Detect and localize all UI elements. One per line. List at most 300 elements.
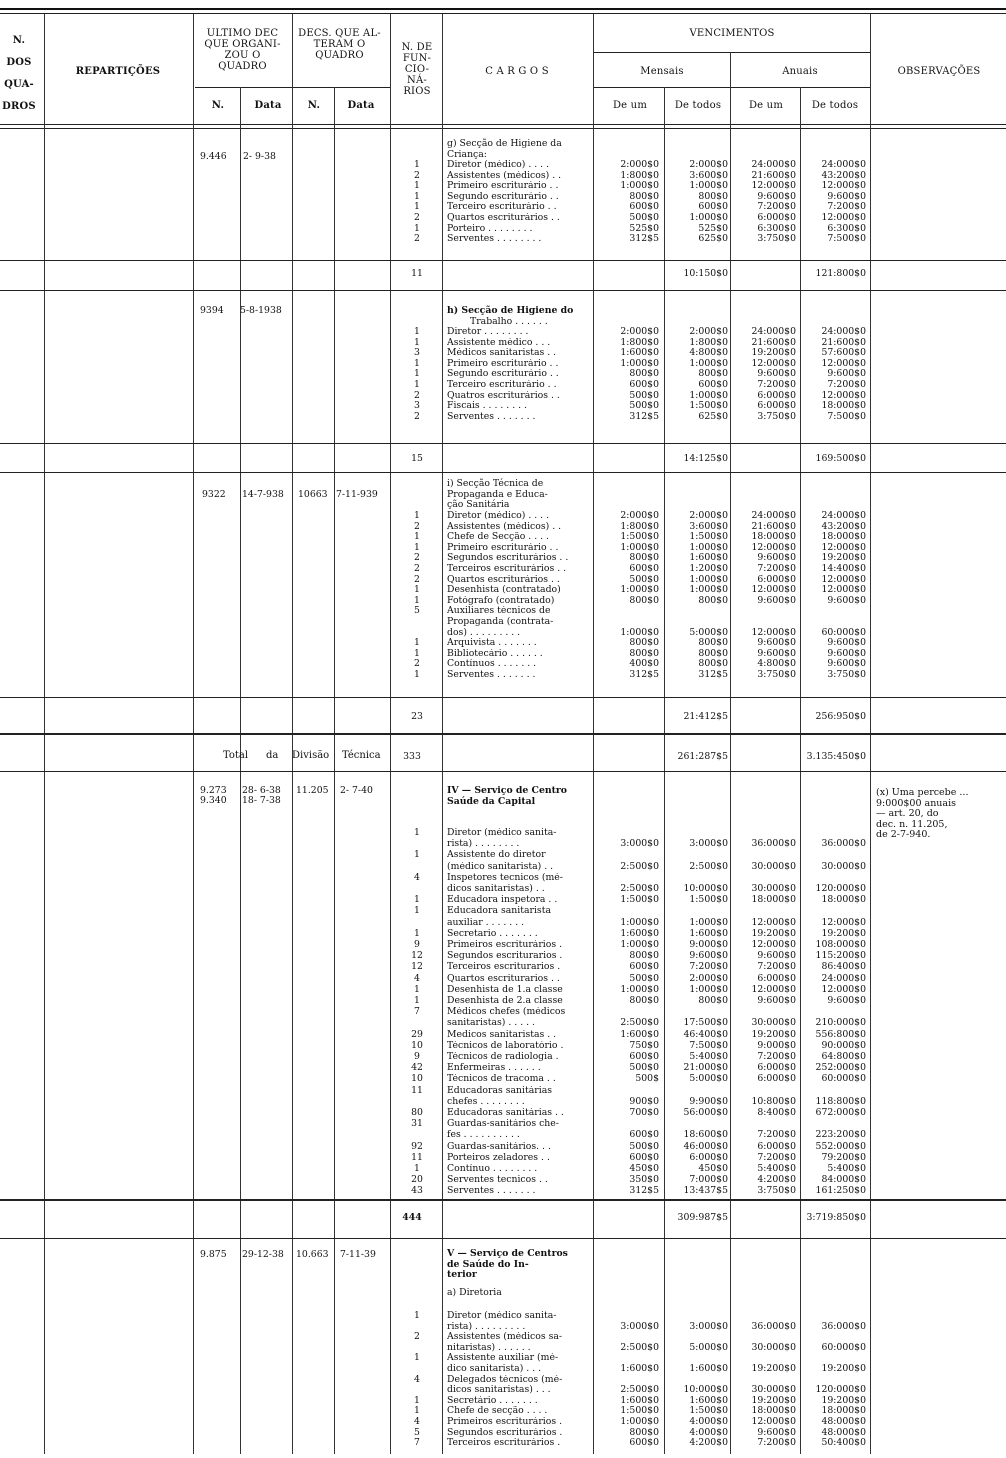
cell-mensal-todos: 5:000$0 bbox=[689, 1074, 728, 1085]
cell-n: 31 bbox=[411, 1119, 423, 1130]
cell-mensal-todos: 5:000$0 bbox=[689, 627, 728, 638]
cell-mensal-todos: 312$5 bbox=[698, 670, 728, 680]
cell-anual-todos: 120:000$0 bbox=[815, 1385, 866, 1396]
cell-mensal-um: 800$0 bbox=[629, 951, 659, 962]
divisao-label-total: Total bbox=[223, 750, 249, 761]
cell-n: 2 bbox=[414, 521, 420, 532]
cell-mensal-um: 600$0 bbox=[629, 380, 659, 390]
cell-anual-todos: 60:000$0 bbox=[821, 1074, 866, 1085]
cell-mensal-todos: 4:000$0 bbox=[689, 1427, 728, 1438]
sec-h-title: h) Secção de Higiene do bbox=[447, 305, 574, 316]
cell-anual-um: 30:000$0 bbox=[751, 1342, 796, 1353]
cell-anual-um: 6:300$0 bbox=[757, 223, 796, 234]
cell-cargo: nitaristas) . . . . . . bbox=[447, 1342, 531, 1353]
cell-anual-todos: 12:000$0 bbox=[821, 585, 866, 596]
cell-mensal-um: 600$0 bbox=[629, 962, 659, 973]
cell-cargo: Propaganda (contrata- bbox=[447, 617, 554, 627]
cell-cargo: Segundos escriturarios . bbox=[447, 951, 563, 962]
cell-n: 1 bbox=[414, 984, 420, 995]
cell-mensal-todos: 7:000$0 bbox=[689, 1175, 728, 1186]
cell-cargo: Chefe de secção . . . . bbox=[447, 1406, 548, 1417]
cell-n: 1 bbox=[414, 928, 420, 939]
cell-mensal-um: 1:600$0 bbox=[620, 348, 659, 359]
cell-n: 10 bbox=[411, 1040, 423, 1051]
cell-mensal-um: 500$ bbox=[635, 1074, 659, 1085]
cell-mensal-um: 2:000$0 bbox=[620, 327, 659, 337]
cell-anual-um: 7:200$0 bbox=[757, 380, 796, 390]
cell-n: 2 bbox=[414, 574, 420, 585]
cell-cargo: Secretario . . . . . . . bbox=[447, 928, 538, 939]
cell-anual-todos: 30:000$0 bbox=[821, 861, 866, 872]
cell-cargo: Terceiros escriturários . . bbox=[447, 564, 567, 574]
header-de-todos: De todos bbox=[674, 100, 722, 111]
cell-cargo: Guardas-sanitários che- bbox=[447, 1119, 559, 1130]
cell-mensal-um: 800$0 bbox=[629, 595, 659, 606]
header-n-col: N. bbox=[211, 100, 225, 111]
cell-n: 1 bbox=[414, 223, 420, 234]
cell-n: 7 bbox=[414, 1438, 420, 1449]
sec-h-total-mensal: 14:125$0 bbox=[683, 453, 728, 464]
cell-mensal-um: 2:000$0 bbox=[620, 511, 659, 521]
cell-anual-um: 9:600$0 bbox=[757, 191, 796, 202]
cell-mensal-todos: 800$0 bbox=[698, 191, 728, 202]
cell-cargo: sanitaristas) . . . . . bbox=[447, 1018, 535, 1029]
cell-cargo: Assistentes (médicos) . . bbox=[447, 170, 562, 181]
cell-cargo: Diretor . . . . . . . . bbox=[447, 327, 529, 337]
cell-anual-todos: 223:200$0 bbox=[815, 1130, 866, 1141]
cell-n: 11 bbox=[411, 1085, 423, 1096]
cell-mensal-um: 400$0 bbox=[629, 659, 659, 670]
cell-n: 1 bbox=[414, 638, 420, 649]
cell-anual-um: 3:750$0 bbox=[757, 411, 796, 422]
cell-anual-um: 9:600$0 bbox=[757, 996, 796, 1006]
cell-anual-todos: 115:200$0 bbox=[815, 951, 866, 962]
cell-n: 1 bbox=[414, 369, 420, 380]
cell-mensal-um: 2:500$0 bbox=[620, 884, 659, 894]
header-vencimentos: VENCIMENTOS bbox=[689, 28, 775, 39]
cell-anual-todos: 9:600$0 bbox=[827, 659, 866, 670]
cell-anual-um: 19:200$0 bbox=[751, 1029, 796, 1040]
cell-n: 4 bbox=[414, 1374, 420, 1385]
cell-anual-todos: 50:400$0 bbox=[821, 1438, 866, 1449]
cell-mensal-todos: 1:500$0 bbox=[689, 532, 728, 543]
cell-anual-um: 7:200$0 bbox=[757, 1152, 796, 1163]
cell-cargo: Quartos escriturarios . . bbox=[447, 973, 560, 984]
header-reparticoes: REPARTIÇÕES bbox=[75, 66, 161, 77]
cell-n: 2 bbox=[414, 234, 420, 245]
divisao-total-mensal: 261:287$5 bbox=[677, 751, 728, 762]
cell-anual-um: 18:000$0 bbox=[751, 532, 796, 543]
cell-mensal-um: 1:000$0 bbox=[620, 181, 659, 192]
cell-cargo: Diretor (médico) . . . . bbox=[447, 511, 550, 521]
cell-anual-todos: 60:000$0 bbox=[821, 1342, 866, 1353]
sec-i-subtitle: i) Secção Técnica de Propaganda e Educa- ção Sanitária bbox=[447, 478, 548, 510]
cell-cargo: Educadora inspetora . . bbox=[447, 895, 558, 906]
cell-cargo: Serventes . . . . . . . . bbox=[447, 234, 542, 245]
header-anuais: Anuais bbox=[782, 66, 818, 77]
cell-mensal-um: 500$0 bbox=[629, 213, 659, 223]
sec-v-alt-date: 7-11-39 bbox=[340, 1249, 376, 1260]
cell-mensal-todos: 1:500$0 bbox=[689, 1406, 728, 1417]
cell-anual-todos: 86:400$0 bbox=[821, 962, 866, 973]
cell-mensal-todos: 3:000$0 bbox=[689, 839, 728, 850]
cell-anual-um: 19:200$0 bbox=[751, 1364, 796, 1374]
cell-anual-um: 9:600$0 bbox=[757, 1427, 796, 1438]
sec-i-total-anual: 256:950$0 bbox=[815, 711, 866, 722]
cell-cargo: Quartos escriturários . . bbox=[447, 574, 560, 585]
cell-mensal-um: 350$0 bbox=[629, 1175, 659, 1186]
cell-cargo: Arquivista . . . . . . . bbox=[447, 638, 537, 649]
sec-h-total-rule-bottom bbox=[0, 472, 1006, 473]
cell-anual-todos: 6:300$0 bbox=[827, 223, 866, 234]
cell-anual-todos: 18:000$0 bbox=[821, 1406, 866, 1417]
cell-mensal-um: 450$0 bbox=[629, 1164, 659, 1174]
cell-anual-um: 6:000$0 bbox=[757, 574, 796, 585]
header-data-col: Data bbox=[254, 100, 282, 111]
cell-mensal-todos: 2:500$0 bbox=[689, 861, 728, 872]
cell-mensal-um: 800$0 bbox=[629, 638, 659, 649]
cell-mensal-um: 800$0 bbox=[629, 648, 659, 659]
cell-cargo: dico sanitarista) . . . bbox=[447, 1364, 542, 1374]
cell-mensal-um: 1:000$0 bbox=[620, 984, 659, 995]
sec-iv-total-n: 444 bbox=[402, 1212, 422, 1223]
cell-cargo: Secretário . . . . . . . bbox=[447, 1395, 538, 1406]
cell-anual-todos: 48:000$0 bbox=[821, 1417, 866, 1427]
cell-anual-todos: 210:000$0 bbox=[815, 1018, 866, 1029]
cell-anual-todos: 161:250$0 bbox=[815, 1186, 866, 1197]
cell-mensal-todos: 1:800$0 bbox=[689, 337, 728, 348]
cell-cargo: dicos sanitaristas) . . bbox=[447, 884, 545, 894]
cell-cargo: Medicos sanitaristas . . bbox=[447, 1029, 557, 1040]
sec-v-dec: 9.875 bbox=[200, 1249, 227, 1260]
cell-cargo: Segundo escriturário . . bbox=[447, 191, 559, 202]
cell-mensal-todos: 2:000$0 bbox=[689, 511, 728, 521]
sec-iv-dec: 9.273 bbox=[200, 785, 227, 796]
cell-anual-todos: 64:800$0 bbox=[821, 1052, 866, 1062]
cell-n: 2 bbox=[414, 213, 420, 223]
cell-mensal-todos: 1:000$0 bbox=[689, 917, 728, 928]
cell-anual-todos: 252:000$0 bbox=[815, 1063, 866, 1074]
cell-mensal-um: 600$0 bbox=[629, 1438, 659, 1449]
col-rule-10 bbox=[730, 52, 731, 1454]
cell-mensal-todos: 1:000$0 bbox=[689, 213, 728, 223]
cell-anual-um: 7:200$0 bbox=[757, 1438, 796, 1449]
cell-anual-um: 9:600$0 bbox=[757, 648, 796, 659]
cell-anual-um: 12:000$0 bbox=[751, 627, 796, 638]
cell-cargo: dicos sanitaristas) . . . bbox=[447, 1385, 551, 1396]
cell-n: 1 bbox=[414, 191, 420, 202]
cell-mensal-um: 312$5 bbox=[629, 1186, 659, 1197]
cell-cargo: Primeiros escriturários . bbox=[447, 1417, 563, 1427]
cell-mensal-um: 3:000$0 bbox=[620, 1321, 659, 1332]
cell-mensal-todos: 1:000$0 bbox=[689, 358, 728, 369]
top-rule-2 bbox=[0, 13, 1006, 14]
cell-anual-todos: 24:000$0 bbox=[821, 511, 866, 521]
cell-mensal-um: 600$0 bbox=[629, 1052, 659, 1062]
cell-cargo: rista) . . . . . . . . . bbox=[447, 1321, 526, 1332]
cell-mensal-um: 2:000$0 bbox=[620, 160, 659, 170]
cell-cargo: Diretor (médico sanita- bbox=[447, 1311, 557, 1321]
sec-iv-total-anual: 3:719:850$0 bbox=[806, 1212, 866, 1223]
cell-mensal-um: 500$0 bbox=[629, 1063, 659, 1074]
cell-mensal-todos: 46:400$0 bbox=[683, 1029, 728, 1040]
cell-cargo: Educadora sanitarista bbox=[447, 906, 551, 917]
cell-n: 12 bbox=[411, 951, 423, 962]
divisao-label-da: da bbox=[266, 750, 279, 761]
header-de-todos-2: De todos bbox=[811, 100, 859, 111]
cell-mensal-todos: 5:400$0 bbox=[689, 1052, 728, 1062]
cell-anual-todos: 18:000$0 bbox=[821, 895, 866, 906]
cell-mensal-um: 1:000$0 bbox=[620, 585, 659, 596]
cell-n: 1 bbox=[414, 511, 420, 521]
cell-anual-um: 10:800$0 bbox=[751, 1096, 796, 1107]
cell-n: 1 bbox=[414, 1164, 420, 1174]
cell-anual-um: 6:000$0 bbox=[757, 1063, 796, 1074]
cell-cargo: Terceiros escriturarios . bbox=[447, 962, 561, 973]
cell-anual-todos: 84:000$0 bbox=[821, 1175, 866, 1186]
sec-i-dec-date: 14-7-938 bbox=[242, 489, 284, 500]
cell-n: 29 bbox=[411, 1029, 423, 1040]
cell-anual-um: 36:000$0 bbox=[751, 1321, 796, 1332]
cell-cargo: rista) . . . . . . . . bbox=[447, 839, 520, 850]
cell-n: 2 bbox=[414, 553, 420, 564]
cell-cargo: Diretor (médico) . . . . bbox=[447, 160, 550, 170]
divisao-total-n: 333 bbox=[403, 751, 421, 762]
cell-cargo: Serventes . . . . . . . bbox=[447, 670, 536, 680]
cell-n: 1 bbox=[414, 1353, 420, 1364]
cell-cargo: (médico sanitarista) . . bbox=[447, 861, 554, 872]
cell-n: 9 bbox=[414, 940, 420, 950]
header-sub-rule-2 bbox=[594, 52, 870, 53]
cell-n: 12 bbox=[411, 962, 423, 973]
cell-anual-todos: 48:000$0 bbox=[821, 1427, 866, 1438]
cell-mensal-todos: 2:000$0 bbox=[689, 160, 728, 170]
cell-mensal-um: 2:500$0 bbox=[620, 861, 659, 872]
cell-anual-um: 12:000$0 bbox=[751, 984, 796, 995]
cell-mensal-um: 2:500$0 bbox=[620, 1385, 659, 1396]
cell-cargo: Contínuos . . . . . . . bbox=[447, 659, 537, 670]
cell-n: 92 bbox=[411, 1141, 423, 1152]
cell-anual-um: 3:750$0 bbox=[757, 234, 796, 245]
cell-cargo: Segundo escriturário . . bbox=[447, 369, 559, 380]
sec-iv-observacoes: (x) Uma percebe ... 9:000$00 anuais — art. 20, do dec. n. 11.205, de 2-7-940. bbox=[876, 787, 969, 840]
sec-g-total-n: 11 bbox=[411, 268, 423, 279]
cell-cargo: Educadoras sanitárias bbox=[447, 1085, 553, 1096]
cell-cargo: Técnicos de tracoma . . bbox=[447, 1074, 556, 1085]
cell-n: 11 bbox=[411, 1152, 423, 1163]
cell-mensal-todos: 9:900$0 bbox=[689, 1096, 728, 1107]
cell-anual-todos: 9:600$0 bbox=[827, 648, 866, 659]
cell-mensal-um: 500$0 bbox=[629, 973, 659, 984]
cell-mensal-todos: 4:000$0 bbox=[689, 1417, 728, 1427]
cell-anual-todos: 7:200$0 bbox=[827, 380, 866, 390]
cell-cargo: fes . . . . . . . . . . bbox=[447, 1130, 520, 1141]
cell-n: 1 bbox=[414, 670, 420, 680]
cell-anual-todos: 19:200$0 bbox=[821, 1395, 866, 1406]
cell-mensal-todos: 1:000$0 bbox=[689, 542, 728, 553]
sec-g-total-anual: 121:800$0 bbox=[815, 268, 866, 279]
cell-cargo: Fotógrafo (contratado) bbox=[447, 595, 555, 606]
cell-anual-todos: 12:000$0 bbox=[821, 574, 866, 585]
cell-mensal-todos: 7:500$0 bbox=[689, 1040, 728, 1051]
cell-mensal-todos: 625$0 bbox=[698, 234, 728, 245]
header-n2-col: N. bbox=[307, 100, 321, 111]
cell-mensal-todos: 9:600$0 bbox=[689, 951, 728, 962]
cell-mensal-um: 1:500$0 bbox=[620, 895, 659, 906]
cell-n: 1 bbox=[414, 906, 420, 917]
cell-cargo: Terceiro escriturário . . bbox=[447, 380, 557, 390]
cell-cargo: Quartos escriturários . . bbox=[447, 213, 560, 223]
cell-mensal-um: 1:000$0 bbox=[620, 542, 659, 553]
cell-cargo: Serventes . . . . . . . bbox=[447, 411, 536, 422]
cell-n: 5 bbox=[414, 1427, 420, 1438]
cell-mensal-todos: 800$0 bbox=[698, 996, 728, 1006]
cell-cargo: Segundos escriturários . bbox=[447, 1427, 563, 1438]
cell-mensal-um: 1:000$0 bbox=[620, 358, 659, 369]
cell-mensal-um: 312$5 bbox=[629, 670, 659, 680]
cell-anual-um: 30:000$0 bbox=[751, 1385, 796, 1396]
cell-cargo: dos) . . . . . . . . . bbox=[447, 627, 521, 638]
cell-cargo: auxiliar . . . . . . . bbox=[447, 917, 525, 928]
cell-anual-todos: 43:200$0 bbox=[821, 170, 866, 181]
cell-anual-todos: 43:200$0 bbox=[821, 521, 866, 532]
cell-anual-todos: 552:000$0 bbox=[815, 1141, 866, 1152]
cell-n: 42 bbox=[411, 1063, 423, 1074]
cell-cargo: Diretor (médico sanita- bbox=[447, 828, 557, 838]
sec-h-total-anual: 169:500$0 bbox=[815, 453, 866, 464]
cell-cargo: Guardas-sanitários. . . bbox=[447, 1141, 551, 1152]
cell-mensal-todos: 1:600$0 bbox=[689, 553, 728, 564]
cell-anual-um: 12:000$0 bbox=[751, 917, 796, 928]
cell-anual-um: 18:000$0 bbox=[751, 895, 796, 906]
cell-n: 1 bbox=[414, 1395, 420, 1406]
cell-cargo: Bibliotecário . . . . . . bbox=[447, 648, 543, 659]
cell-cargo: Inspetores tecnicos (mé- bbox=[447, 872, 563, 883]
cell-mensal-todos: 1:500$0 bbox=[689, 895, 728, 906]
cell-n: 2 bbox=[414, 564, 420, 574]
cell-anual-todos: 57:600$0 bbox=[821, 348, 866, 359]
cell-anual-todos: 12:000$0 bbox=[821, 213, 866, 223]
cell-mensal-um: 600$0 bbox=[629, 202, 659, 213]
cell-cargo: Terceiros escriturários . bbox=[447, 1438, 561, 1449]
cell-mensal-todos: 800$0 bbox=[698, 638, 728, 649]
cell-anual-um: 21:600$0 bbox=[751, 521, 796, 532]
cell-mensal-todos: 10:000$0 bbox=[683, 1385, 728, 1396]
cell-mensal-todos: 17:500$0 bbox=[683, 1018, 728, 1029]
cell-cargo: Primeiro escriturário . . bbox=[447, 542, 559, 553]
cell-mensal-um: 900$0 bbox=[629, 1096, 659, 1107]
cell-anual-um: 6:000$0 bbox=[757, 401, 796, 412]
cell-anual-um: 6:000$0 bbox=[757, 1141, 796, 1152]
cell-mensal-um: 1:800$0 bbox=[620, 337, 659, 348]
sec-i-total-mensal: 21:412$5 bbox=[683, 711, 728, 722]
cell-mensal-todos: 1:000$0 bbox=[689, 585, 728, 596]
cell-anual-todos: 672:000$0 bbox=[815, 1108, 866, 1118]
cell-anual-todos: 9:600$0 bbox=[827, 638, 866, 649]
cell-anual-um: 8:400$0 bbox=[757, 1108, 796, 1118]
cell-anual-todos: 7:200$0 bbox=[827, 202, 866, 213]
cell-anual-um: 7:200$0 bbox=[757, 1052, 796, 1062]
sec-h-total-rule-top bbox=[0, 443, 1006, 444]
cell-n: 80 bbox=[411, 1108, 423, 1118]
cell-anual-um: 6:000$0 bbox=[757, 973, 796, 984]
cell-mensal-um: 1:800$0 bbox=[620, 170, 659, 181]
cell-anual-todos: 12:000$0 bbox=[821, 181, 866, 192]
cell-n: 1 bbox=[414, 358, 420, 369]
sec-i-total-rule-bottom bbox=[0, 733, 1006, 735]
cell-anual-todos: 118:800$0 bbox=[815, 1096, 866, 1107]
cell-mensal-um: 312$5 bbox=[629, 411, 659, 422]
cell-anual-todos: 12:000$0 bbox=[821, 390, 866, 401]
sec-g-dec: 9.446 bbox=[200, 151, 227, 162]
cell-cargo: Auxiliares técnicos de bbox=[447, 606, 551, 617]
cell-cargo: Terceiro escriturário . . bbox=[447, 202, 557, 213]
cell-cargo: Desenhista (contratado) bbox=[447, 585, 561, 596]
divisao-total-rule-bottom bbox=[0, 771, 1006, 772]
cell-mensal-todos: 21:000$0 bbox=[683, 1063, 728, 1074]
sec-v-alt: 10.663 bbox=[296, 1249, 329, 1260]
cell-mensal-um: 750$0 bbox=[629, 1040, 659, 1051]
cell-mensal-um: 800$0 bbox=[629, 1427, 659, 1438]
header-de-um-2: De um bbox=[748, 100, 784, 111]
cell-n: 1 bbox=[414, 895, 420, 906]
sec-iv-dec-date: 28- 6-38 bbox=[242, 785, 281, 796]
cell-anual-um: 30:000$0 bbox=[751, 1018, 796, 1029]
cell-cargo: Técnicos de laboratório . bbox=[447, 1040, 564, 1051]
cell-n: 1 bbox=[414, 181, 420, 192]
cell-cargo: Delegados técnicos (mé- bbox=[447, 1374, 563, 1385]
cell-n: 2 bbox=[414, 1332, 420, 1343]
cell-anual-um: 12:000$0 bbox=[751, 542, 796, 553]
sec-iv-dec2-date: 18- 7-38 bbox=[242, 795, 281, 806]
cell-anual-todos: 21:600$0 bbox=[821, 337, 866, 348]
cell-anual-todos: 24:000$0 bbox=[821, 327, 866, 337]
cell-anual-um: 18:000$0 bbox=[751, 1406, 796, 1417]
cell-cargo: Fiscais . . . . . . . . bbox=[447, 401, 527, 412]
cell-anual-todos: 120:000$0 bbox=[815, 884, 866, 894]
cell-anual-todos: 108:000$0 bbox=[815, 940, 866, 950]
cell-cargo: Enfermeiras . . . . . . bbox=[447, 1063, 541, 1074]
cell-n: 4 bbox=[414, 872, 420, 883]
cell-mensal-um: 500$0 bbox=[629, 401, 659, 412]
cell-anual-um: 9:600$0 bbox=[757, 638, 796, 649]
cell-mensal-um: 1:600$0 bbox=[620, 1029, 659, 1040]
sec-i-alt-date: 7-11-939 bbox=[336, 489, 378, 500]
header-ultimo-dec: ULTIMO DEC QUE ORGANI- ZOU O QUADRO bbox=[204, 28, 281, 72]
cell-mensal-um: 1:500$0 bbox=[620, 532, 659, 543]
header-bottom-rule bbox=[0, 124, 1006, 125]
cell-anual-todos: 9:600$0 bbox=[827, 191, 866, 202]
header-n-quadros: N. DOS QUA- DROS bbox=[2, 35, 36, 112]
cell-cargo: Desenhista de 1.a classe bbox=[447, 984, 563, 995]
cell-mensal-todos: 7:200$0 bbox=[689, 962, 728, 973]
cell-mensal-todos: 1:200$0 bbox=[689, 564, 728, 574]
cell-mensal-todos: 1:500$0 bbox=[689, 401, 728, 412]
header-observacoes: OBSERVAÇÕES bbox=[897, 66, 981, 77]
cell-mensal-um: 3:000$0 bbox=[620, 839, 659, 850]
cell-cargo: Assistente auxiliar (mé- bbox=[447, 1353, 559, 1364]
header-sub-rule-3 bbox=[594, 87, 870, 88]
sec-g-subtitle: g) Secção de Higiene da Criança: bbox=[447, 138, 562, 160]
cell-cargo: Assistente do diretor bbox=[447, 850, 546, 861]
cell-anual-um: 12:000$0 bbox=[751, 358, 796, 369]
cell-anual-um: 24:000$0 bbox=[751, 160, 796, 170]
cell-mensal-todos: 3:600$0 bbox=[689, 170, 728, 181]
sec-iv-total-rule-top bbox=[0, 1199, 1006, 1201]
header-mensais: Mensais bbox=[640, 66, 684, 77]
cell-n: 1 bbox=[414, 850, 420, 861]
cell-anual-todos: 12:000$0 bbox=[821, 358, 866, 369]
